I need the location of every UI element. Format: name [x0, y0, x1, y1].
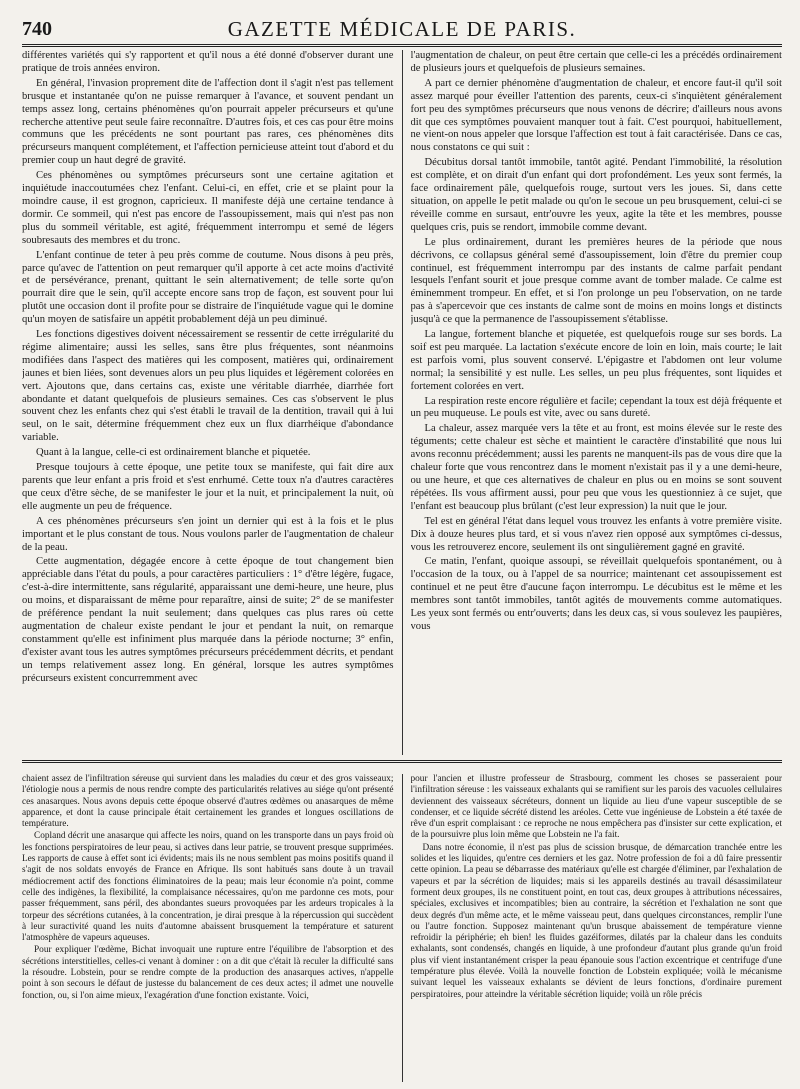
- footnote-paragraph: Pour expliquer l'œdème, Bichat invoquait une rupture entre l'équilibre de l'absorption et des sécrétions interstitielles, celles-ci venant à dominer : on a dit que c'était là reculer la difficulté sans la résoudre. Lobstein, pour se rendre compte de la production des anasarques actives, n'appelle point à son secours le défaut de justesse du balancement de ces deux actes; il admet une nouvelle fonction, ou, si l'on aime mieux, l'exagération d'une fonction existante. Voici,: [22, 945, 394, 1001]
- paragraph: La respiration reste encore régulière et facile; cependant la toux est déjà fréquente et un peu muqueuse. Le pouls est vite, avec ou sans dureté.: [410, 395, 782, 420]
- paragraph: différentes variétés qui s'y rapportent et qu'il nous a été donné d'observer durant une pratique de trois années environ.: [22, 50, 394, 74]
- paragraph: Décubitus dorsal tantôt immobile, tantôt agité. Pendant l'immobilité, la résolution est complète, et on dirait d'un enfant qui dort profondément. Les yeux sont fermés, la face ordinairement pâle, quelquefois rouge, surtout vers les joues. Si, dans cette situation, on appelle le petit malade ou qu'on le secoue un peu brusquement, celui-ci se réveille comme en sursaut, entr'ouvre les yeux, agite la tête et les membres, pousse quelques cris, puis se rendort, immobile comme devant.: [410, 157, 782, 233]
- paragraph: Ce matin, l'enfant, quoique assoupi, se réveillait quelquefois spontanément, ou à l'occasion de la toux, ou à l'appel de sa nourrice; maintenant cet assoupissement est continuel et ne peut être d'aucune façon interrompu. Le décubitus est le même et les membres sont tantôt immobiles, tantôt agités de mouvements comme automatiques. Les yeux sont fermés ou entr'ouverts; dans les deux cas, si vous soulevez les paupières, vous: [410, 556, 782, 632]
- footnote-paragraph: pour l'ancien et illustre professeur de Strasbourg, comment les choses se passeraient pour l'infiltration séreuse : les vaisseaux exhalants qui se ramifient sur les parois des vacuoles cellulaires deviennent des vaisseaux sécréteurs, donnent un liquide au lieu d'une vapeur susceptible de se condenser, et ce liquide sécrété distend les aréoles. Cette vue ingénieuse de Lobstein a été taxée de rêve d'un esprit complaisant : ce reproche ne nous empêchera pas d'insister sur cette explication, et de la poursuivre plus loin même que Lobstein ne l'a fait.: [410, 774, 782, 841]
- paragraph: Quant à la langue, celle-ci est ordinairement blanche et piquetée.: [36, 447, 311, 459]
- paragraph: A ces phénomènes précurseurs s'en joint un dernier qui est à la fois et le plus important et le plus constant de tous. Nous voulons parler de l'augmentation de chaleur de la peau.: [22, 515, 394, 553]
- page-header: [22, 14, 782, 47]
- column-rule: [402, 50, 403, 755]
- article-column-right: [411, 50, 783, 755]
- column-rule: [402, 774, 403, 1082]
- paragraph: l'augmentation de chaleur, on peut être certain que celle-ci les a précédés ordinairement de plusieurs jours et quelquefois de plusieurs semaines.: [410, 50, 782, 74]
- footnote-column-right: [411, 774, 783, 1082]
- paragraph: A part ce dernier phénomène d'augmentation de chaleur, et encore faut-il qu'il soit assez marqué pour éveiller l'attention des parents, ceux-ci s'inquiètent généralement fort peu des symptômes précurseurs que nous venons de décrire; d'ailleurs nous avons dit que ces symptômes pouvaient manquer tout à fait. C'est pourquoi, habituellement, ne vient-on nous appeler que lorsque l'affection est tout à fait caractérisée. Dans ce cas, nous constatons ce qui suit :: [410, 77, 782, 154]
- paragraph: Cette augmentation, dégagée encore à cette époque de tout changement bien appréciable dans l'état du pouls, a pour caractères particuliers : 1° d'être légère, fugace, c'est-à-dire intermittente, sans régularité, apparaissant une demi-heure, une heure, plus ou moins, et disparaissant de même pour reparaître, ainsi de suite; 2° de se manifester de préférence pendant la nuit seulement; dans quelques cas plus rares où cette augmentation de chaleur existe pendant le jour et pendant la nuit, on remarque constamment qu'elle est infiniment plus marquée dans la période nocturne; 3° enfin, d'exister avant tous les autres symptômes précurseurs précédemment décrits, et pendant un temps relativement assez long. En général, lorsque les autres symptômes précurseurs existent concurremment avec: [22, 556, 394, 684]
- paragraph: Presque toujours à cette époque, une petite toux se manifeste, qui fait dire aux parents que leur enfant a pris froid et s'est enrhumé. Cette toux n'a d'autres caractères que ceux d'être sèche, de se manifester le jour et la nuit, et principalement la nuit, où elle augmente un peu de fréquence.: [22, 462, 394, 512]
- paragraph: La langue, fortement blanche et piquetée, est quelquefois rouge sur ses bords. La soif est peu marquée. La lactation s'exécute encore de loin en loin, mais courte; le lait est parfois vomi, plus souvent conservé. L'épigastre et l'abdomen ont leur volume normal; la sensibilité y est nulle. Les selles, un peu plus fréquentes, sont liquides et fortement colorées en vert.: [410, 329, 782, 392]
- paragraph: Les fonctions digestives doivent nécessairement se ressentir de cette irrégularité du régime alimentaire; aussi les selles, sans être plus fréquentes, sont néanmoins modifiées dans l'aspect des matières qui les composent, matières qui, ordinairement jaunes et bien liées, sont devenues alors un peu plus liquides et légèrement colorées en vert. Ajoutons que, dans certains cas, existe une véritable diarrhée, diarrhée fort abondante et datant quelquefois de plusieurs semaines. Ces cas s'observent le plus souvent chez les enfants chez qui s'est établi le travail de la dentition, travail qui à lui seul, on le sait, détermine fréquemment chez eux un flux diarrhéique d'abondance variable.: [22, 329, 394, 444]
- footnote-section: [22, 774, 782, 1082]
- footnote-column-left: [22, 774, 394, 1082]
- paragraph: Tel est en général l'état dans lequel vous trouvez les enfants à votre première visite. Dix à douze heures plus tard, et si vous n'avez rien opposé aux symptômes ci-dessus, vous les retrouverez encore, seulement ils ont singulièrement gagné en gravité.: [410, 515, 782, 553]
- footnote-paragraph: Dans notre économie, il n'est pas plus de scission brusque, de démarcation tranchée entre les solides et les liquides, qu'entre ces derniers et les gaz. Notre profession de foi a dû faire pressentir cette opinion. La peau se débarrasse des matériaux qu'elle est chargée d'éliminer, par l'exhalation de vapeurs et par la sécrétion de liquides; mais si les appareils destinés au travail désassimilateur forment deux groupes, ils ne constituent point, en tout cas, deux groupes à attributions nécessaires, spéciales, exclusives et incompatibles; bien au contraire, la sécrétion et l'exhalation ne sont que deux degrés d'un même acte, et le même vaisseau peut, dans quelques circonstances, remplir l'une ou l'autre fonction. Supposez maintenant qu'un brusque abaissement de température vienne refroidir la périphérie; eh bien! les fluides gazéiformes, dilatés par la chaleur dans les conduits exhalants, sont condensés, changés en liquide, à une profondeur d'autant plus grande qu'un froid plus vif vient instantanément crisper la peau épanouie sous l'action excentrique et centrifuge d'une température plus élevée. Voilà la nouvelle fonction de Lobstein expliquée; voilà le mécanisme suivant lequel les vaisseaux exhalants se dévient de leurs fonctions, d'ordinaire purement perspiratoires, pour atteindre la véritable sécrétion liquide; voilà un rôle précis: [410, 842, 782, 1000]
- article-column-left: [22, 50, 394, 755]
- main-article: [22, 50, 782, 755]
- footnote-divider: [22, 760, 782, 763]
- paragraph: Ces phénomènes ou symptômes précurseurs sont une certaine agitation et inquiétude inaccoutumées chez l'enfant. Celui-ci, en effet, crie et se plaint pour la moindre cause, il est grognon, capricieux. Il manifeste déjà une certaine tendance à dormir. Ce sommeil, qui n'est pas encore de l'assoupissement, mais qui n'est pas non plus du sommeil véritable, est agité, fréquemment interrompu et semé de légers soubresauts des membres et du tronc.: [22, 170, 394, 246]
- paragraph: L'enfant continue de teter à peu près comme de coutume. Nous disons à peu près, parce qu'avec de l'attention on peut remarquer qu'il apporte à cet acte moins d'activité et de persévérance, prenant, quittant le sein alternativement; de telle sorte qu'on pourrait dire que le sein, qu'il accepte encore sans trop de façon, est souvent pour lui plutôt une occasion dont il profite pour se distraire de l'inquiétude vague qui le domine qu'un moyen de satisfaire un appétit probablement déjà un peu diminué.: [22, 249, 394, 326]
- paragraph: La chaleur, assez marquée vers la tête et au front, est moins élevée sur le reste des téguments; cette chaleur est sèche et maintient le caractère d'instabilité que nous lui avons reconnu précédemment; aussi les parents ne manquent-ils pas de vous dire que la chaleur forte que vous rencontrez dans le moment n'existait pas il y a une demi-heure, ou une heure, et que ces alternatives de chaleur en plus ou en moins se sont souvent répétées. Ils vous affirment aussi, pour peu que vous les questionniez à ce sujet, que l'enfant est beaucoup plus brûlant (c'est leur expression) la nuit que le jour.: [410, 423, 782, 512]
- journal-title: GAZETTE MÉDICALE DE PARIS.: [227, 16, 577, 41]
- footnote-paragraph: chaient assez de l'infiltration séreuse qui survient dans les maladies du cœur et des gros vaisseaux; l'étiologie nous a permis de nous rendre compte des particularités relatives au siége qu'ont présenté ces anasarques. Nous avons depuis cette époque observé d'autres œdèmes ou anasarques de même apparence, et dont la cause principale était certainement les grandes et longues oscillations de température.: [22, 774, 394, 830]
- paragraph: En général, l'invasion proprement dite de l'affection dont il s'agit n'est pas tellement brusque et instantanée qu'on ne puisse remarquer à l'avance, et souvent pendant un temps assez long, certains phénomènes qu'on pourrait appeler précurseurs et qu'une recherche attentive peut seule faire reconnaître. D'autres fois, et ces cas pour être moins communs que les précédents ne sont pourtant pas rares, ces phénomènes dits précurseurs manquent complétement, et l'affection pernicieuse atteint tout d'abord et du premier coup un haut degré de gravité.: [22, 77, 394, 167]
- footnote-paragraph: Copland décrit une anasarque qui affecte les noirs, quand on les transporte dans un pays froid où les fonctions perspiratoires de leur peau, si actives dans leur patrie, se trouvent presque supprimées. Les rapports de cause à effet sont ici évidents; mais ils ne nous semblent pas moins positifs quand il s'agit de nos soldats envoyés de France en Afrique. Ils sont habitués sans doute à un travail médiocrement actif des fonctions éliminatoires de la peau; mais leur économie n'a point, comme celle des indigènes, la flexibilité, la complaisance nécessaires, qu'on me pardonne ces mots, pour passer fréquemment, sans péril, des abondantes sueurs provoquées par les ardeurs tropicales à la torpeur des sécrétions cutanées, à la concentration, je dirai presque à la répercussion qui succèdent à leur suractivité quand les nuits d'automne abaissent brusquement la température et saturent l'atmosphère de vapeurs aqueuses.: [22, 831, 394, 944]
- page-number: 740: [22, 17, 52, 40]
- paragraph: Le plus ordinairement, durant les premières heures de la période que nous décrivons, ce collapsus général semé d'assoupissement, loin d'être du premier coup continuel, est fréquemment interrompu par des instants de calme parfait pendant lesquels l'enfant sourit et joue presque comme avant de tomber malade. Ce calme est éminemment trompeur. En effet, et si l'on prolonge un peu l'observation, on ne tarde pas à s'apercevoir que ces instants de calme sont de moins en moins longs et distincts jusqu'à ce que la permanence de l'assoupissement s'établisse.: [410, 236, 782, 326]
